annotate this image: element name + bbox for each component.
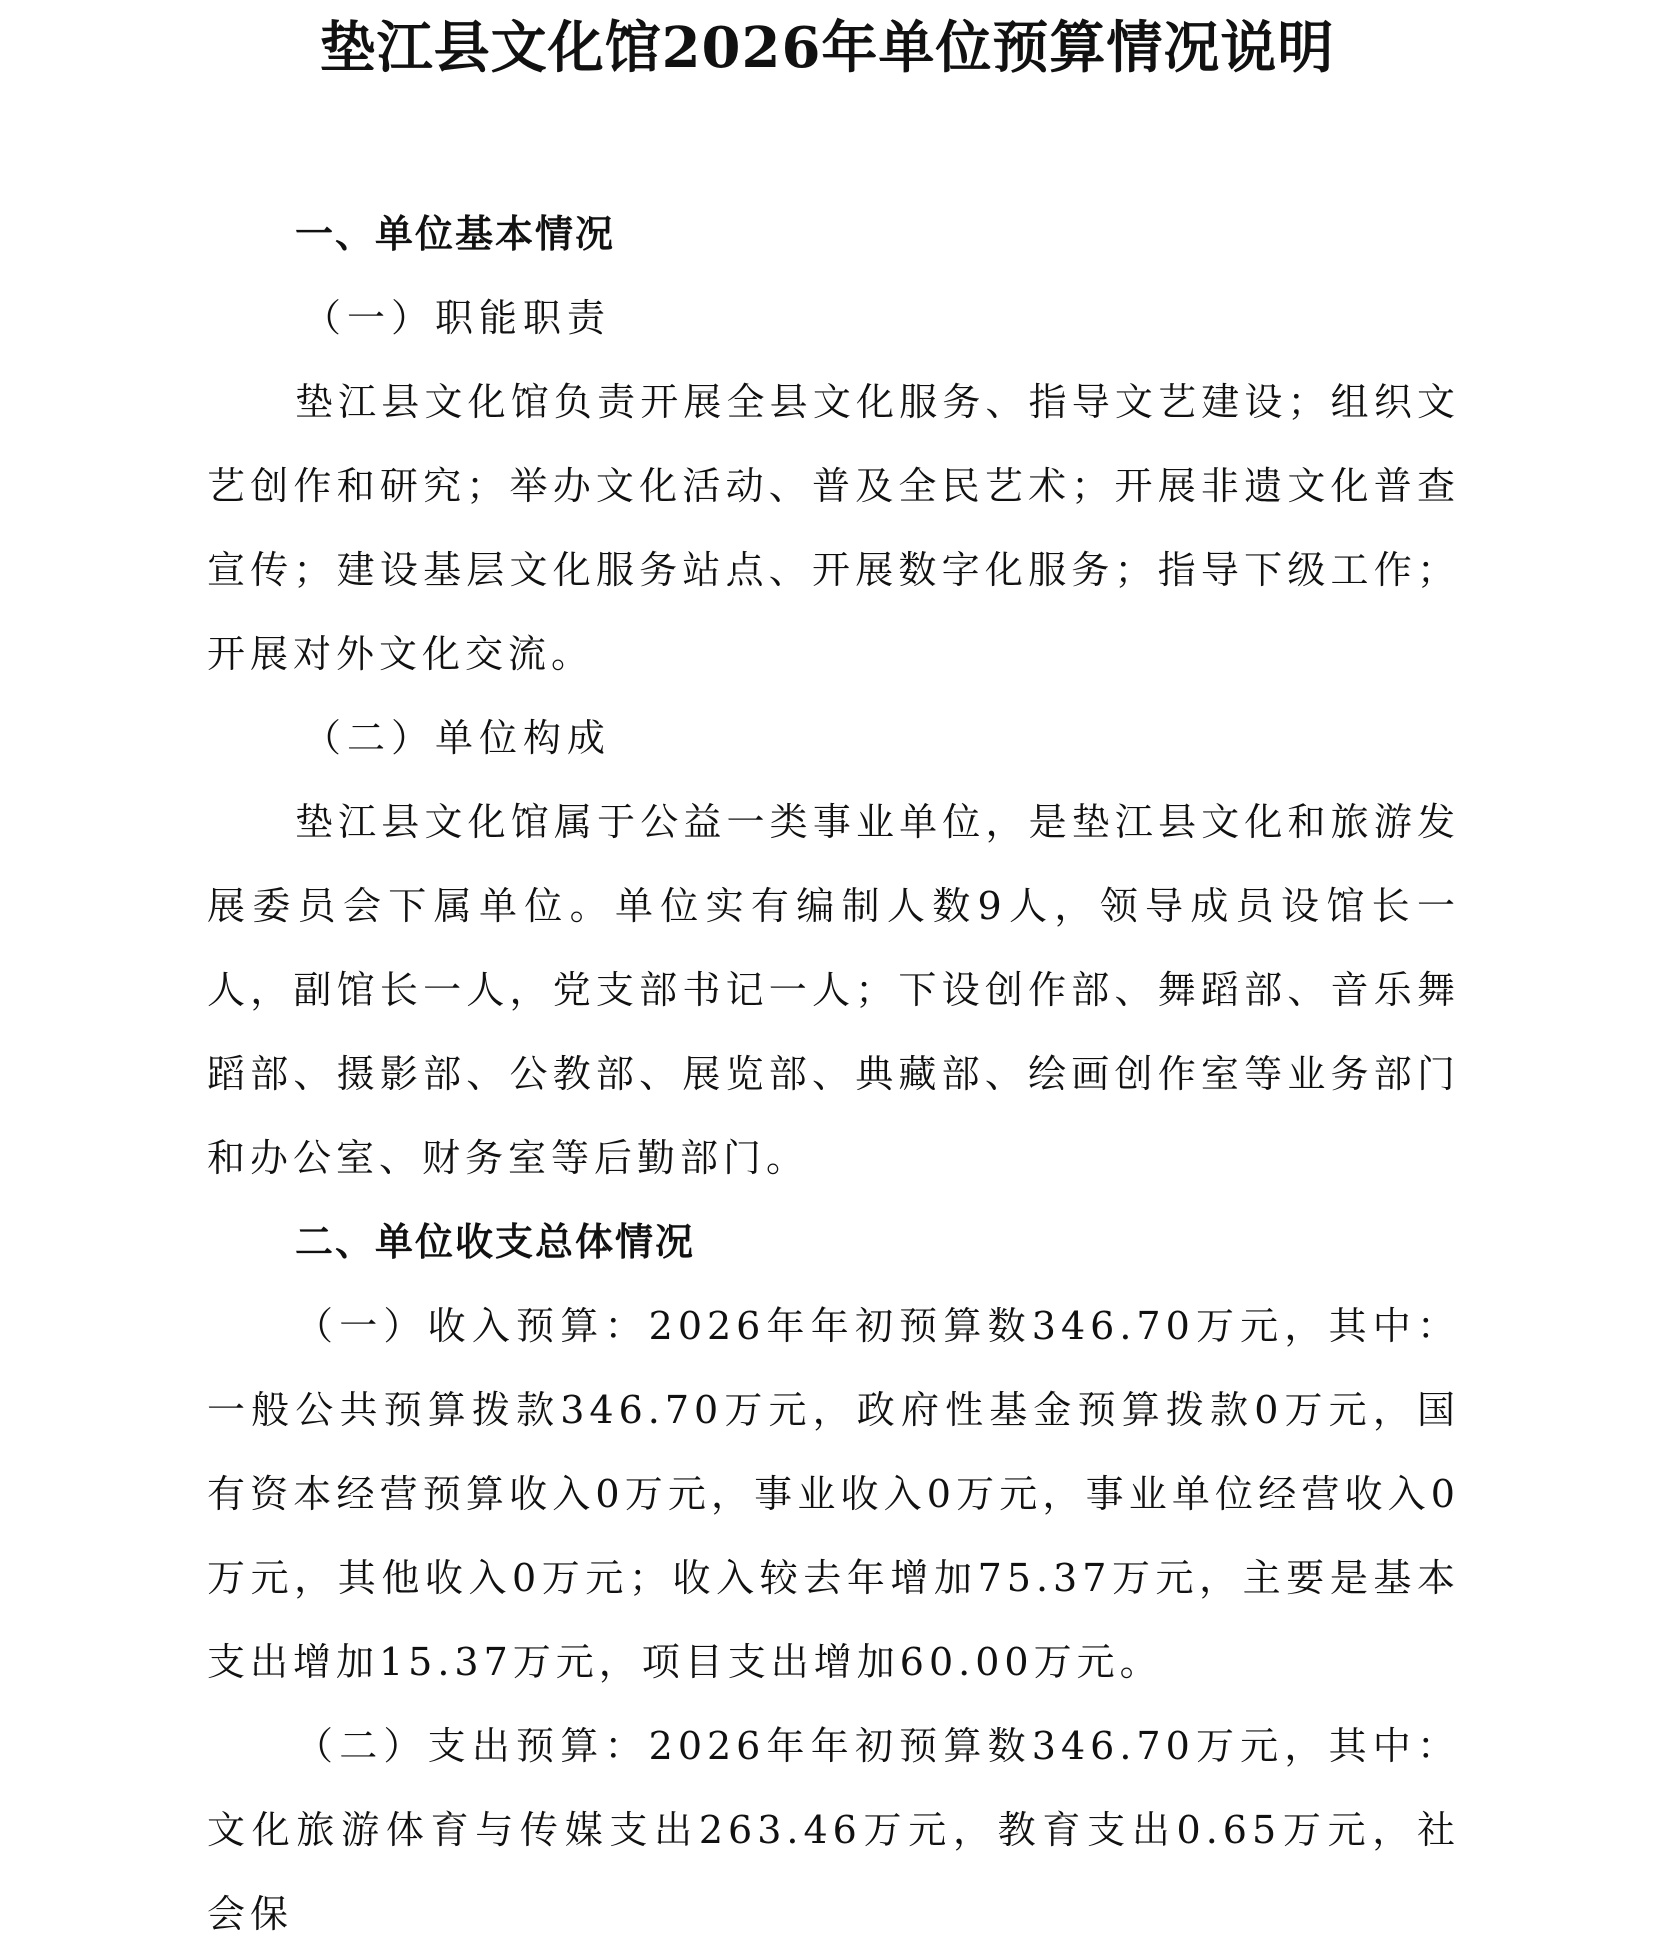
paragraph-composition: 垫江县文化馆属于公益一类事业单位，是垫江县文化和旅游发展委员会下属单位。单位实有编制人数9人，领导成员设馆长一人，副馆长一人，党支部书记一人；下设创作部、舞蹈部、音乐舞蹈部、摄影部、公教部、展览部、典藏部、绘画创作室等业务部门和办公室、财务室等后勤部门。 bbox=[207, 800, 1460, 1180]
paragraph-functions: 垫江县文化馆负责开展全县文化服务、指导文艺建设；组织文艺创作和研究；举办文化活动、普及全民艺术；开展非遗文化普查宣传；建设基层文化服务站点、开展数字化服务；指导下级工作；开展对外文化交流。 bbox=[207, 380, 1460, 676]
section-heading-basic-info: 一、单位基本情况 bbox=[295, 212, 616, 256]
subsection-heading-functions: （一）职能职责 bbox=[303, 296, 612, 340]
paragraph-expenditure-budget: （二）支出预算：2026年年初预算数346.70万元，其中：文化旅游体育与传媒支出263.46万元，教育支出0.65万元，社会保 bbox=[207, 1724, 1460, 1936]
subsection-heading-composition: （二）单位构成 bbox=[303, 716, 612, 760]
paragraph-income-budget: （一）收入预算：2026年年初预算数346.70万元，其中：一般公共预算拨款346.70万元，政府性基金预算拨款0万元，国有资本经营预算收入0万元，事业收入0万元，事业单位经营收入0万元，其他收入0万元；收入较去年增加75.37万元，主要是基本支出增加15.37万元，项目支出增加60.00万元。 bbox=[207, 1304, 1460, 1684]
document-title: 垫江县文化馆2026年单位预算情况说明 bbox=[319, 15, 1335, 81]
document-body bbox=[207, 192, 1460, 1956]
section-heading-budget-overview: 二、单位收支总体情况 bbox=[295, 1220, 696, 1264]
